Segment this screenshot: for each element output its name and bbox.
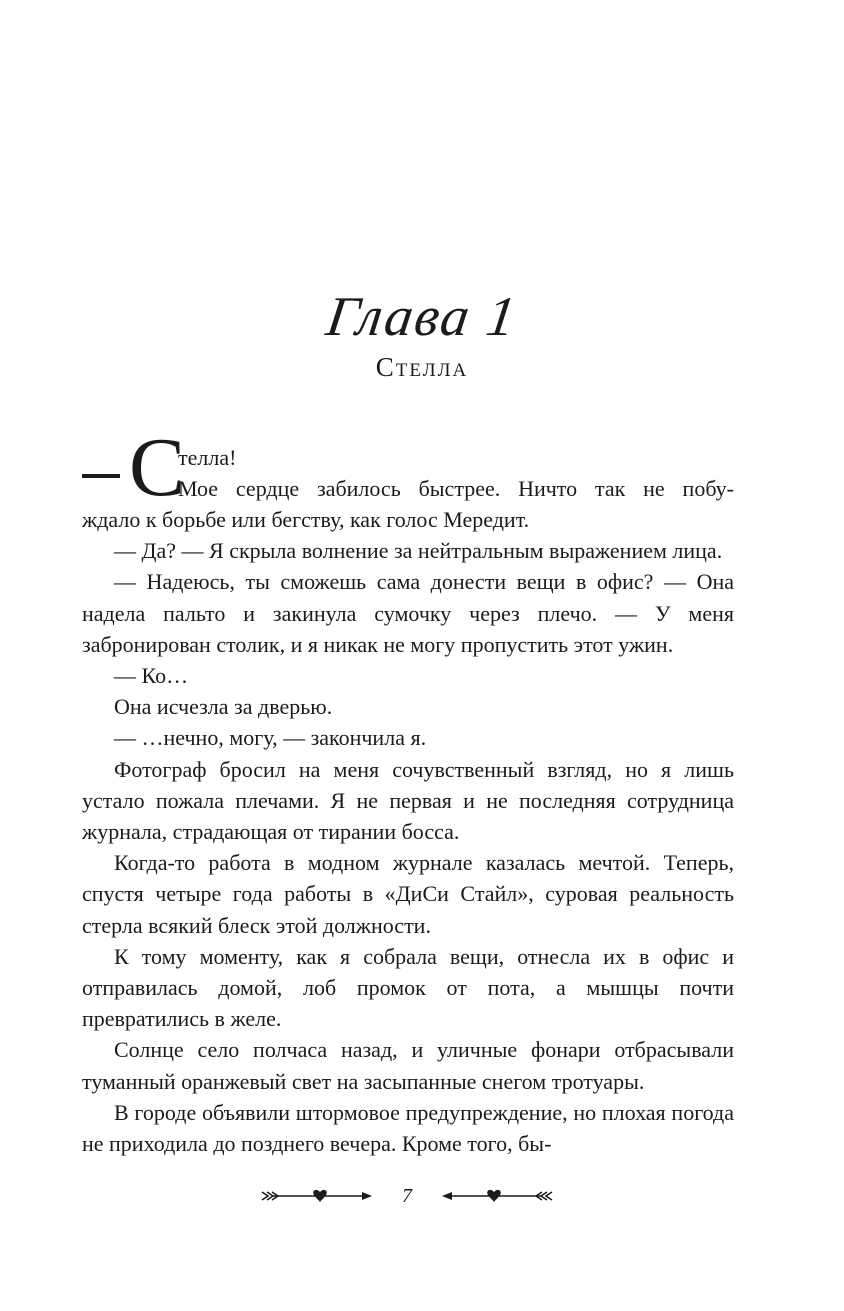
paragraph: Солнце село полчаса назад, и уличные фонари отбрасывали туманный оранжевый свет на засыпанные снегом тротуары. — [82, 1037, 734, 1094]
chapter-name: Стелла — [375, 352, 469, 382]
opening-line — [82, 421, 734, 514]
drop-cap: С — [129, 421, 186, 514]
paragraph: — Ко… — [114, 663, 189, 689]
paragraph: — …нечно, могу, — закончила я. — [114, 725, 427, 751]
paragraph: Она исчезла за дверью. — [114, 694, 333, 720]
chapter-heading — [0, 282, 844, 383]
body-text — [82, 421, 734, 1159]
arrow-heart-right-ornament — [432, 1182, 556, 1210]
paragraph: — Да? — Я скрыла волнение за нейтральным выражением лица. — [114, 538, 723, 564]
page-number: 7 — [402, 1185, 412, 1207]
opening-text-line-2: Мое сердце забилось быстрее. Ничто так не побу- — [178, 476, 734, 502]
paragraph: В городе объявили штормовое предупреждение, но плохая погода не приходила до позднего вечера. Кроме того, бы- — [82, 1099, 734, 1157]
page-footer — [0, 1182, 844, 1212]
paragraph: Когда-то работа в модном журнале казалась мечтой. Теперь, спустя четыре года работы в «ДиСи Стайл», суровая реальность стерла всякий блеск этой должности. — [82, 850, 734, 938]
paragraph: Фотограф бросил на меня сочувственный взгляд, но я лишь устало пожала плечами. Я не первая и не последняя сотрудница журнала, страдающая от тирании босса. — [82, 756, 734, 845]
paragraph: — Надеюсь, ты сможешь сама донести вещи в офис? — Она надела пальто и закинула сумочку через плечо. — У меня забронирован столик, и я никак не могу пропустить этот ужин. — [82, 569, 734, 657]
opening-dash — [82, 474, 120, 478]
paragraph: ждало к борьбе или бегству, как голос Мередит. — [82, 507, 530, 532]
chapter-label: Глава 1 — [322, 286, 522, 348]
paragraph: К тому моменту, как я собрала вещи, отнесла их в офис и отправилась домой, лоб промок от пота, а мышцы почти превратились в желе. — [82, 943, 734, 1032]
opening-text-line-1: телла! — [178, 445, 237, 470]
